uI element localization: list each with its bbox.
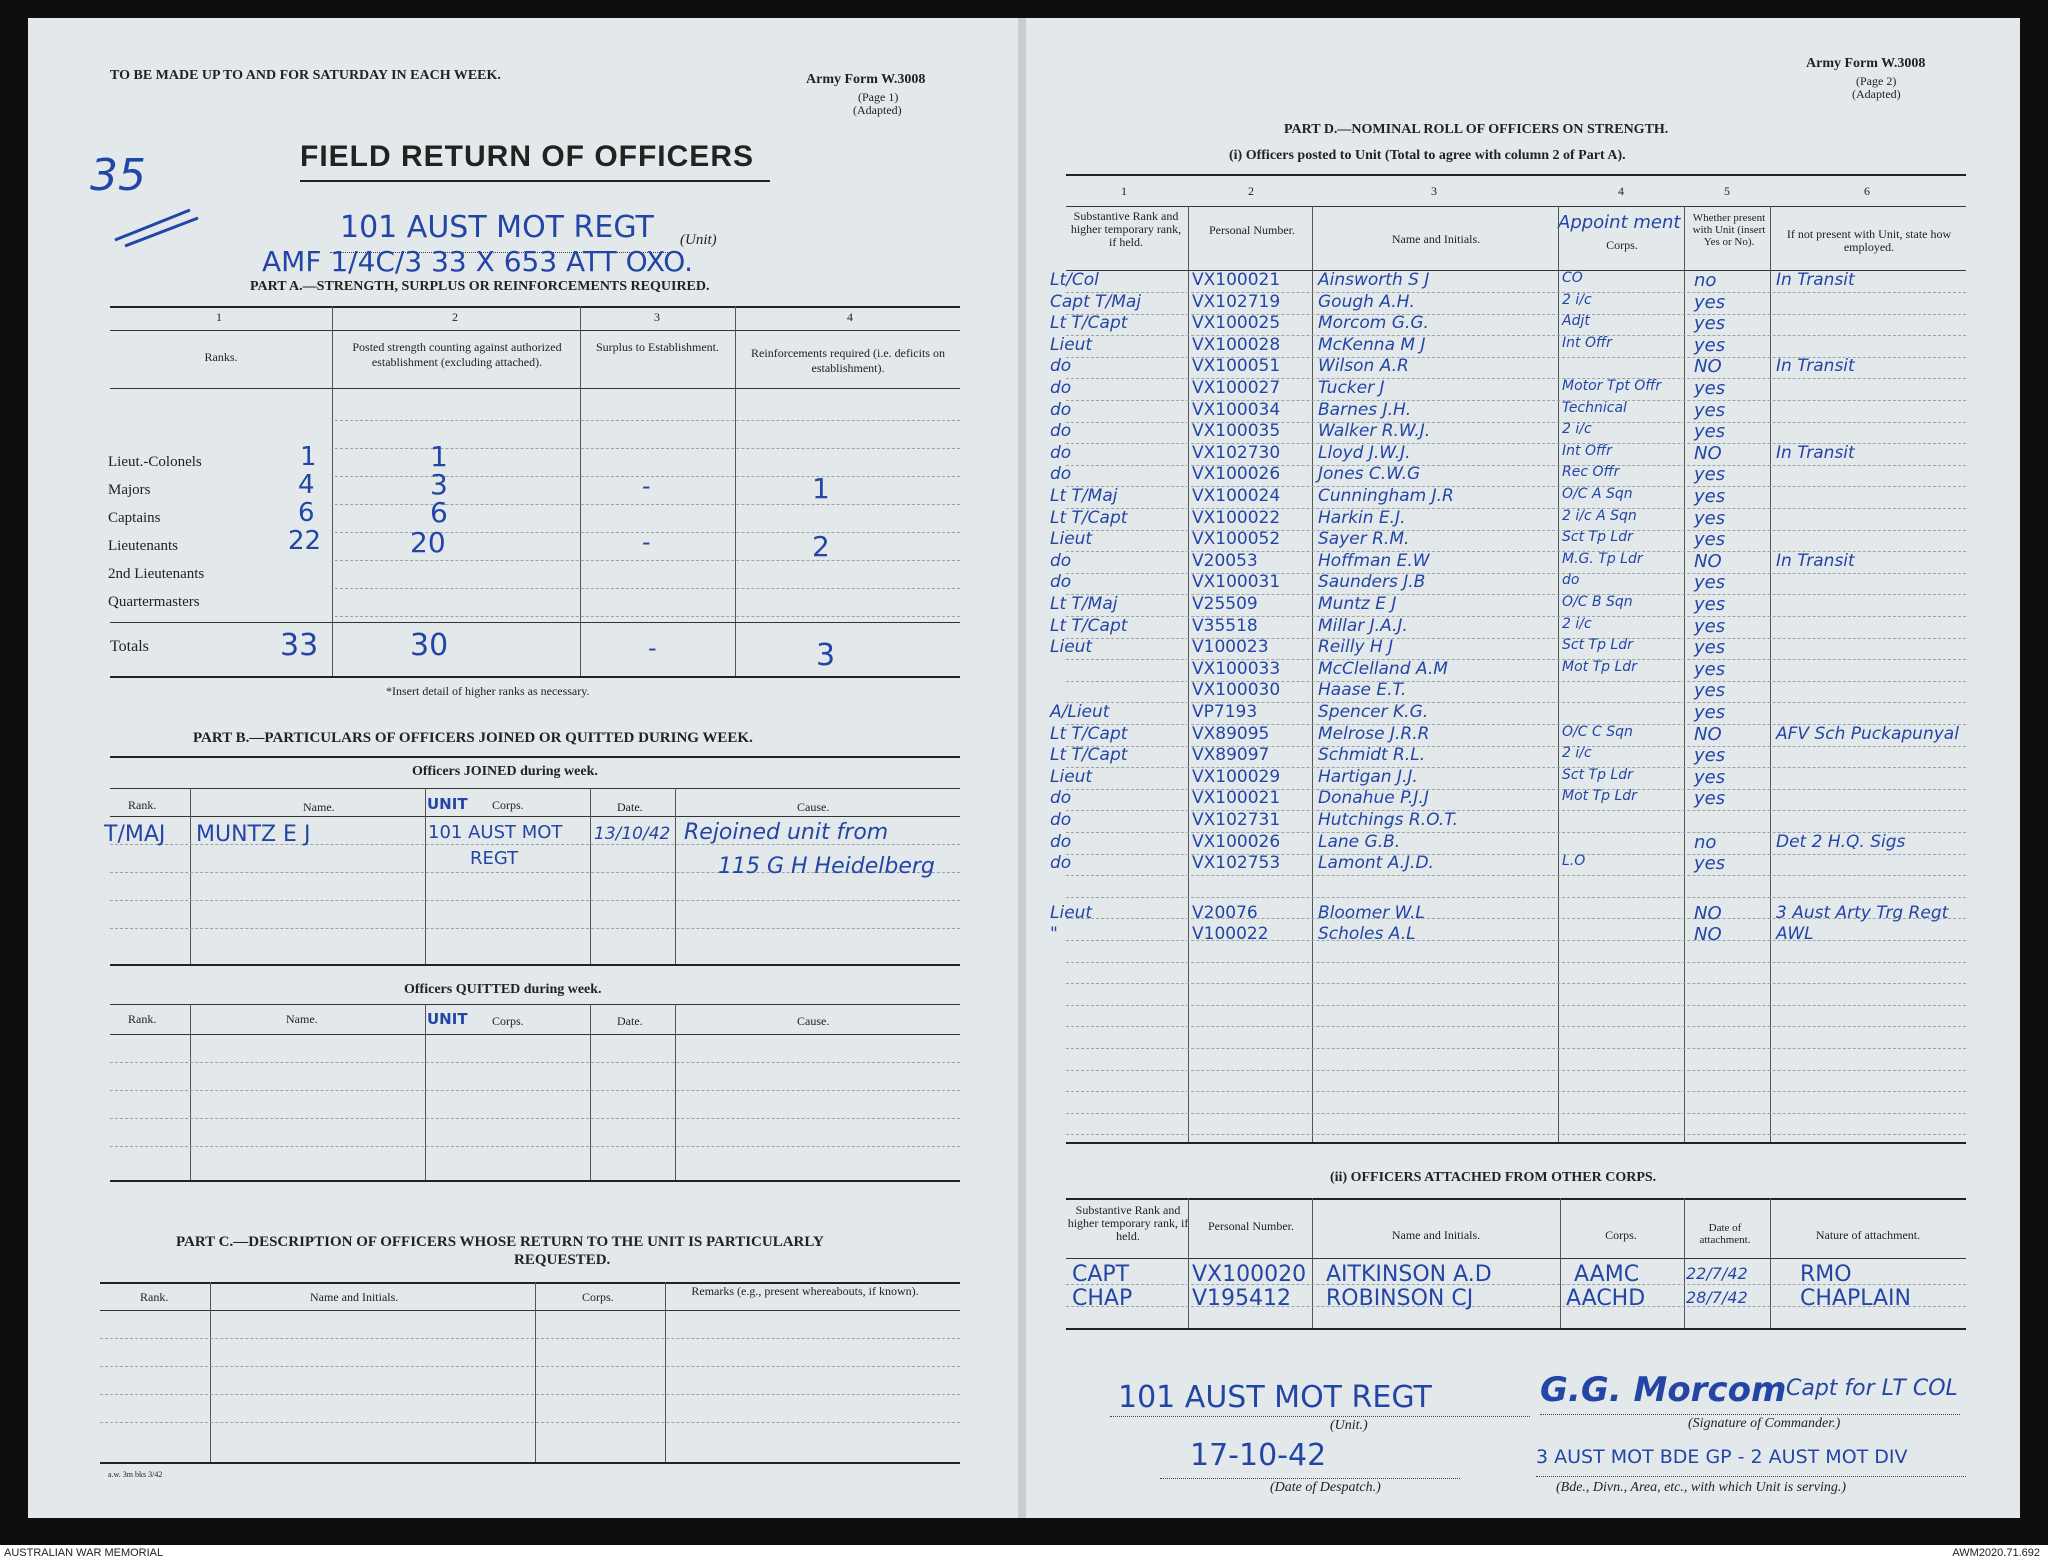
establishment-value: 1	[300, 442, 317, 472]
roll-rank: Lieut	[1050, 766, 1093, 787]
roll-present: yes	[1694, 334, 1726, 356]
reinforcement-value: 2	[812, 530, 830, 563]
roll-num: V20076	[1192, 902, 1258, 923]
roll-num: VX100021	[1192, 270, 1281, 290]
rank-label: Lieutenants	[108, 538, 178, 554]
roll-name: Morcom G.G.	[1318, 313, 1429, 334]
roll-num: VX100025	[1192, 313, 1281, 334]
despatch-date: 17-10-42	[1190, 1438, 1327, 1473]
roll-name: Ainsworth S J	[1318, 270, 1430, 290]
roll-employed: In Transit	[1776, 356, 1855, 377]
roll-present: yes	[1694, 464, 1726, 486]
roll-rank: Lieut	[1050, 637, 1093, 658]
roll-employed: AFV Sch Puckapunyal	[1776, 723, 1959, 744]
roll-name: Reilly H J	[1318, 637, 1394, 658]
roll-rank: do	[1050, 356, 1072, 377]
part-d-ii-col-header: Personal Number.	[1208, 1219, 1294, 1233]
roll-present: NO	[1694, 924, 1722, 946]
rank-label: 2nd Lieutenants	[108, 566, 205, 582]
roll-present: yes	[1694, 378, 1726, 399]
roll-name: Donahue P.J.J	[1318, 788, 1429, 809]
roll-employed: AWL	[1776, 924, 1814, 945]
roll-rank: do	[1050, 550, 1072, 571]
roll-present: yes	[1694, 853, 1726, 875]
joined-rank: T/MAJ	[104, 822, 166, 847]
joined-corps: 101 AUST MOT	[428, 822, 563, 843]
attached-rank: CAPT	[1072, 1262, 1130, 1287]
roll-appt: CO	[1562, 270, 1583, 286]
roll-employed: 3 Aust Arty Trg Regt	[1776, 902, 1949, 923]
roll-appt: M.G. Tp Ldr	[1562, 550, 1643, 567]
roll-name: Gough A.H.	[1318, 291, 1415, 312]
part-d-ii-col-header: Substantive Rank and higher temporary rank, if held.	[1067, 1203, 1189, 1243]
roll-present: NO	[1694, 356, 1722, 378]
footer-unit: 101 AUST MOT REGT	[1118, 1380, 1432, 1415]
roll-appt: 2 i/c	[1562, 421, 1592, 438]
roll-appt: Mot Tp Ldr	[1562, 788, 1637, 805]
rank-label: Majors	[108, 482, 151, 498]
roll-appt: Technical	[1562, 399, 1627, 416]
roll-row-rule	[1066, 1026, 1966, 1027]
roll-row-rule	[1066, 983, 1966, 984]
part-c-col-header: Rank.	[140, 1290, 169, 1304]
roll-num: VX89095	[1192, 723, 1270, 744]
part-d-col-header: Name and Initials.	[1391, 232, 1481, 246]
joined-col-header: Name.	[303, 800, 335, 814]
roll-name: Lane G.B.	[1318, 831, 1401, 852]
roll-num: VX100024	[1192, 486, 1281, 506]
quitted-title: Officers QUITTED during week.	[404, 982, 602, 997]
appointment-overwrite: Appoint ment	[1558, 212, 1681, 233]
amf-reference: AMF 1/4C/3 33 X 653 ATT OXO.	[262, 245, 694, 278]
roll-present: yes	[1694, 313, 1726, 335]
roll-appt: 2 i/c	[1562, 291, 1592, 308]
adapted-label: (Adapted)	[853, 103, 902, 117]
roll-rank: Lieut	[1050, 529, 1093, 550]
roll-rank: do	[1050, 853, 1072, 874]
posted-value: 3	[430, 468, 448, 501]
joined-title: Officers JOINED during week.	[412, 764, 598, 779]
roll-employed: In Transit	[1776, 270, 1855, 290]
attached-name: ROBINSON CJ	[1326, 1286, 1474, 1311]
roll-present: NO	[1694, 550, 1722, 572]
roll-rank: do	[1050, 788, 1072, 809]
roll-row-rule	[1066, 962, 1966, 963]
attached-corps: AAMC	[1574, 1262, 1640, 1287]
roll-appt: Int Offr	[1562, 334, 1612, 351]
signature-suffix: Capt for LT COL	[1786, 1376, 1958, 1401]
roll-name: Bloomer W.L	[1318, 902, 1425, 923]
roll-appt: do	[1562, 572, 1580, 589]
roll-rank: Lieut	[1050, 902, 1093, 923]
part-c-heading-line2: REQUESTED.	[514, 1252, 611, 1268]
roll-rank: Lt T/Maj	[1050, 594, 1118, 614]
part-c-col-header: Name and Initials.	[310, 1290, 399, 1304]
roll-appt: Sct Tp Ldr	[1562, 766, 1633, 783]
roll-rank: do	[1050, 831, 1072, 852]
roll-num: VX100033	[1192, 658, 1281, 679]
part-d-col-header: Whether present with Unit (insert Yes or No).	[1692, 212, 1766, 248]
roll-name: Muntz E J	[1318, 594, 1397, 614]
roll-appt: 2 i/c A Sqn	[1562, 507, 1637, 524]
part-d-ii-col-header: Date of attachment.	[1699, 1222, 1751, 1246]
roll-rank: do	[1050, 442, 1072, 463]
roll-rank: Lt T/Capt	[1050, 507, 1128, 528]
joined-col-header: Rank.	[128, 798, 157, 812]
roll-num: VX102719	[1192, 291, 1281, 312]
joined-cause: Rejoined unit from	[684, 820, 889, 845]
total-establishment: 33	[280, 628, 319, 663]
roll-num: VX100052	[1192, 529, 1281, 550]
surplus-value: -	[642, 528, 651, 556]
part-c-col-header: Corps.	[582, 1290, 614, 1304]
part-a-footnote: *Insert detail of higher ranks as necessary.	[386, 684, 590, 698]
page-number-label: (Page 2)	[1856, 74, 1897, 88]
posted-strength-header: Posted strength counting against authorized establishment (excluding attached).	[352, 340, 562, 369]
part-d-subheading: (i) Officers posted to Unit (Total to agree with column 2 of Part A).	[1229, 148, 1626, 163]
joined-name: MUNTZ E J	[196, 822, 311, 847]
posted-value: 20	[410, 526, 446, 559]
part-c-col-header: Remarks (e.g., present whereabouts, if known).	[691, 1284, 919, 1298]
army-form-label: Army Form W.3008	[806, 72, 926, 87]
formation-label: (Bde., Divn., Area, etc., with which Unit is serving.)	[1556, 1480, 1847, 1495]
part-d-col-number: 6	[1864, 184, 1870, 198]
roll-num: VX100035	[1192, 421, 1281, 442]
attached-name: AITKINSON A.D	[1326, 1262, 1492, 1287]
part-a-col-number: 3	[654, 310, 660, 324]
roll-name: Wilson A.R	[1318, 356, 1409, 377]
roll-present: yes	[1694, 399, 1726, 421]
roll-num: V20053	[1192, 550, 1258, 571]
joined-cause-line2: 115 G H Heidelberg	[718, 854, 935, 879]
roll-row-rule	[1066, 1134, 1966, 1135]
unit-label: (Unit)	[680, 232, 717, 248]
roll-name: Lloyd J.W.J.	[1318, 442, 1411, 463]
part-a-col-number: 2	[452, 310, 458, 324]
roll-present: yes	[1694, 680, 1726, 702]
total-posted: 30	[410, 628, 449, 663]
total-surplus: -	[648, 634, 657, 662]
roll-name: Saunders J.B	[1318, 572, 1426, 593]
roll-num: VX100029	[1192, 766, 1281, 787]
print-code: a.w. 3m bks 3/42	[108, 1470, 163, 1479]
part-a-heading: PART A.—STRENGTH, SURPLUS OR REINFORCEMENTS REQUIRED.	[250, 279, 710, 294]
roll-name: Tucker J	[1318, 378, 1385, 398]
attached-nature: RMO	[1800, 1262, 1852, 1287]
roll-rank: do	[1050, 378, 1072, 398]
roll-appt: 2 i/c	[1562, 745, 1592, 762]
roll-num: VX102753	[1192, 853, 1281, 874]
quitted-col-header: Name.	[286, 1012, 318, 1026]
roll-appt: L.O	[1562, 853, 1586, 870]
roll-present: yes	[1694, 702, 1726, 723]
roll-name: Walker R.W.J.	[1318, 421, 1431, 442]
roll-num: V100023	[1192, 637, 1269, 658]
formation: 3 AUST MOT BDE GP - 2 AUST MOT DIV	[1536, 1446, 1908, 1468]
roll-num: VX100027	[1192, 378, 1281, 398]
part-b-heading: PART B.—PARTICULARS OF OFFICERS JOINED OR QUITTED DURING WEEK.	[193, 730, 753, 746]
attached-date: 28/7/42	[1686, 1288, 1748, 1307]
roll-rank: Lt/Col	[1050, 270, 1099, 290]
part-d-ii-col-header: Corps.	[1605, 1228, 1637, 1242]
roll-appt: O/C B Sqn	[1562, 594, 1633, 610]
roll-rank: Lt T/Capt	[1050, 723, 1128, 744]
roll-row-rule	[1066, 875, 1966, 876]
roll-present: yes	[1694, 658, 1726, 680]
total-reinforcements: 3	[816, 638, 836, 673]
roll-num: VP7193	[1192, 702, 1258, 722]
footer-unit-label: (Unit.)	[1330, 1418, 1368, 1433]
part-d-ii-col-header: Nature of attachment.	[1815, 1228, 1921, 1242]
posted-value: 1	[430, 440, 448, 473]
roll-present: NO	[1694, 723, 1722, 745]
roll-employed: Det 2 H.Q. Sigs	[1776, 831, 1906, 852]
adapted-label: (Adapted)	[1852, 87, 1901, 101]
roll-rank: Lt T/Maj	[1050, 486, 1118, 506]
roll-appt: Rec Offr	[1562, 464, 1620, 481]
quitted-col-header: Cause.	[797, 1014, 830, 1028]
joined-col-header: Cause.	[797, 800, 830, 814]
attached-number: VX100020	[1192, 1262, 1307, 1287]
roll-name: Barnes J.H.	[1318, 399, 1412, 420]
roll-name: Millar J.A.J.	[1318, 615, 1408, 636]
roll-num: VX102731	[1192, 810, 1281, 830]
rank-label: Quartermasters	[108, 594, 200, 610]
roll-present: yes	[1694, 421, 1726, 443]
part-d-col-header: Personal Number.	[1209, 223, 1295, 237]
caption-left: AUSTRALIAN WAR MEMORIAL	[4, 1547, 164, 1559]
posted-value: 6	[430, 496, 448, 529]
army-form-label: Army Form W.3008	[1806, 56, 1926, 71]
quitted-col-header: Rank.	[128, 1012, 157, 1026]
part-d-col-header: If not present with Unit, state how employed.	[1786, 227, 1952, 254]
roll-present: yes	[1694, 529, 1726, 551]
roll-rank: do	[1050, 572, 1072, 593]
roll-appt: Sct Tp Ldr	[1562, 529, 1633, 546]
page-number-label: (Page 1)	[858, 90, 899, 104]
unit-stamp: UNIT	[427, 795, 468, 813]
caption-right: AWM2020.71.692	[1952, 1547, 2040, 1559]
roll-appt: O/C C Sqn	[1562, 723, 1633, 740]
surplus-value: -	[642, 472, 651, 500]
caption-bar	[0, 1545, 2048, 1563]
part-a-col-number: 1	[216, 310, 222, 324]
roll-rank: "	[1050, 924, 1058, 945]
roll-name: Lamont A.J.D.	[1318, 853, 1434, 874]
roll-present: yes	[1694, 745, 1726, 767]
joined-corps-line2: REGT	[470, 848, 519, 869]
part-d-col-header: Corps.	[1606, 238, 1638, 252]
roll-present: yes	[1694, 766, 1726, 788]
roll-row-rule	[1066, 1005, 1966, 1006]
roll-appt: Sct Tp Ldr	[1562, 637, 1633, 654]
part-d-col-number: 1	[1121, 184, 1127, 198]
rank-label: Captains	[108, 510, 161, 526]
roll-row-rule	[1066, 1113, 1966, 1114]
roll-num: VX100034	[1192, 399, 1281, 420]
roll-num: V25509	[1192, 594, 1258, 614]
roll-present: NO	[1694, 902, 1722, 924]
roll-present: no	[1694, 831, 1717, 853]
roll-num: VX89097	[1192, 745, 1270, 766]
roll-name: Harkin E.J.	[1318, 507, 1406, 528]
roll-num: VX100022	[1192, 507, 1281, 528]
roll-name: Jones C.W.G	[1318, 464, 1421, 485]
part-d-ii-col-header: Name and Initials.	[1391, 1228, 1481, 1242]
roll-row-rule	[1066, 1048, 1966, 1049]
roll-rank: Lt T/Capt	[1050, 313, 1128, 334]
part-d-col-number: 5	[1724, 184, 1730, 198]
joined-col-header: Date.	[617, 800, 643, 814]
attached-nature: CHAPLAIN	[1800, 1286, 1911, 1311]
form-title: FIELD RETURN OF OFFICERS	[300, 140, 754, 173]
roll-present: yes	[1694, 507, 1726, 529]
roll-name: Haase E.T.	[1318, 680, 1407, 701]
roll-name: Spencer K.G.	[1318, 702, 1429, 722]
part-d-ii-heading: (ii) OFFICERS ATTACHED FROM OTHER CORPS.	[1330, 1170, 1657, 1185]
roll-present: yes	[1694, 788, 1726, 810]
reinforcements-header: Reinforcements required (i.e. deficits on establishment).	[751, 346, 945, 375]
roll-rank: Capt T/Maj	[1050, 291, 1142, 312]
roll-present: yes	[1694, 637, 1726, 659]
roll-name: Sayer R.M.	[1318, 529, 1410, 550]
establishment-value: 4	[298, 470, 315, 500]
part-d-col-number: 3	[1431, 184, 1437, 198]
attached-corps: AACHD	[1566, 1286, 1646, 1311]
roll-appt: O/C A Sqn	[1562, 486, 1633, 502]
roll-num: VX100021	[1192, 788, 1281, 809]
joined-col-header: Corps.	[492, 798, 524, 812]
reinforcement-value: 1	[812, 472, 830, 505]
roll-rank: do	[1050, 421, 1072, 442]
part-d-heading: PART D.—NOMINAL ROLL OF OFFICERS ON STRENGTH.	[1284, 122, 1669, 137]
roll-appt: Adjt	[1562, 313, 1590, 330]
page-fold	[1018, 18, 1026, 1518]
totals-label: Totals	[110, 638, 149, 655]
roll-num: VX100028	[1192, 334, 1281, 355]
roll-row-rule	[1066, 897, 1966, 898]
roll-appt: Motor Tpt Offr	[1562, 378, 1662, 394]
despatch-date-label: (Date of Despatch.)	[1270, 1480, 1381, 1495]
part-d-col-number: 2	[1248, 184, 1254, 198]
roll-num: V100022	[1192, 924, 1269, 945]
roll-rank: Lieut	[1050, 334, 1093, 355]
establishment-value: 22	[288, 526, 322, 556]
attached-date: 22/7/42	[1686, 1264, 1748, 1283]
roll-num: VX100026	[1192, 464, 1281, 485]
roll-present: yes	[1694, 291, 1726, 313]
roll-present: NO	[1694, 442, 1722, 464]
roll-name: Hartigan J.J.	[1318, 766, 1418, 787]
roll-row-rule	[1066, 1091, 1966, 1092]
roll-rank: do	[1050, 464, 1072, 485]
roll-name: Hoffman E.W	[1318, 550, 1430, 571]
weekly-instruction: TO BE MADE UP TO AND FOR SATURDAY IN EACH WEEK.	[110, 68, 501, 83]
roll-num: V35518	[1192, 615, 1258, 636]
roll-rank: A/Lieut	[1050, 702, 1110, 722]
roll-rank: Lt T/Capt	[1050, 745, 1128, 766]
roll-present: no	[1694, 270, 1717, 291]
roll-num: VX100026	[1192, 831, 1281, 852]
part-a-col-number: 4	[847, 310, 853, 324]
roll-present: yes	[1694, 615, 1726, 637]
roll-present: yes	[1694, 594, 1726, 615]
roll-num: VX100030	[1192, 680, 1281, 701]
roll-name: McKenna M J	[1318, 334, 1426, 355]
roll-appt: Mot Tp Ldr	[1562, 658, 1637, 675]
margin-number: 35	[90, 150, 146, 201]
roll-rank: Lt T/Capt	[1050, 615, 1128, 636]
part-c-heading: PART C.—DESCRIPTION OF OFFICERS WHOSE RETURN TO THE UNIT IS PARTICULARLY	[176, 1234, 824, 1250]
quitted-col-header: Corps.	[492, 1014, 524, 1028]
margin-strokes	[110, 200, 200, 250]
quitted-col-header: Date.	[617, 1014, 643, 1028]
roll-num: VX100051	[1192, 356, 1281, 377]
roll-rank: do	[1050, 810, 1072, 830]
roll-num: VX102730	[1192, 442, 1281, 463]
roll-employed: In Transit	[1776, 442, 1855, 463]
roll-name: Schmidt R.L.	[1318, 745, 1426, 766]
roll-appt: 2 i/c	[1562, 615, 1592, 632]
attached-rank: CHAP	[1072, 1286, 1133, 1311]
commander-signature: G.G. Morcom	[1540, 1370, 1787, 1410]
rank-label: Lieut.-Colonels	[108, 454, 202, 470]
roll-name: Melrose J.R.R	[1318, 723, 1430, 744]
roll-employed: In Transit	[1776, 550, 1855, 571]
roll-row-rule	[1066, 1070, 1966, 1071]
roll-name: Scholes A.L	[1318, 924, 1416, 945]
roll-num: VX100031	[1192, 572, 1281, 593]
part-d-col-header: Substantive Rank and higher temporary rank, if held.	[1070, 209, 1182, 249]
unit-name: 101 AUST MOT REGT	[340, 210, 654, 245]
joined-date: 13/10/42	[594, 824, 671, 844]
part-d-col-number: 4	[1618, 184, 1624, 198]
attached-number: V195412	[1192, 1286, 1292, 1311]
signature-label: (Signature of Commander.)	[1688, 1416, 1841, 1431]
ranks-header: Ranks.	[204, 350, 238, 364]
roll-name: Cunningham J.R	[1318, 486, 1454, 506]
roll-name: McClelland A.M	[1318, 658, 1448, 679]
roll-present: yes	[1694, 486, 1726, 507]
surplus-header: Surplus to Establishment.	[596, 340, 719, 354]
establishment-value: 6	[298, 498, 315, 528]
roll-present: yes	[1694, 572, 1726, 594]
roll-appt: Int Offr	[1562, 442, 1612, 459]
unit-stamp: UNIT	[427, 1010, 468, 1028]
roll-rank: do	[1050, 399, 1072, 420]
roll-name: Hutchings R.O.T.	[1318, 810, 1458, 830]
